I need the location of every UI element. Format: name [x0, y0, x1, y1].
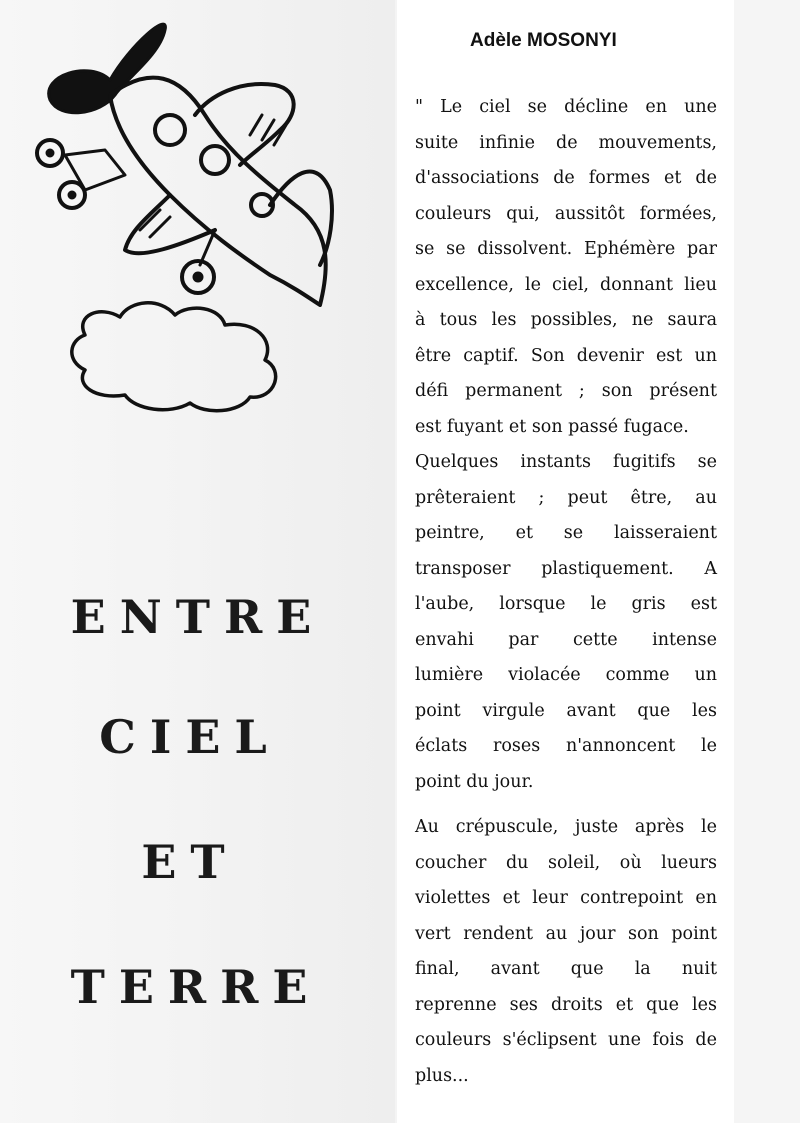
title-line-1: ENTRE [70, 590, 326, 644]
text-line: couleurs s'éclipsent une fois de [415, 1030, 717, 1050]
text-line: être captif. Son devenir est un [415, 345, 717, 366]
text-line: prêteraient ; peut être, au [415, 487, 717, 508]
text-line: point virgule avant que les [415, 700, 717, 721]
text-line: l'aube, lorsque le gris est [415, 594, 717, 614]
text-line: plus... [415, 1065, 469, 1086]
text-line: violettes et leur contrepoint en [415, 888, 717, 908]
text-line: point du jour. [415, 771, 534, 792]
text-line: peintre, et se laisseraient [415, 523, 717, 543]
text-line: se se dissolvent. Ephémère par [415, 239, 717, 259]
text-line: vert rendent au jour son point [415, 923, 717, 944]
text-line: Au crépuscule, juste après le [415, 817, 717, 837]
author-name: Adèle MOSONYI [470, 30, 617, 51]
text-line: reprenne ses droits et que les [415, 994, 717, 1015]
text-line: lumière violacée comme un [415, 665, 717, 685]
text-line: envahi par cette intense [415, 629, 717, 650]
airplane-and-cloud-drawing-icon [30, 5, 340, 425]
text-line: Quelques instants fugitifs se [415, 452, 717, 472]
paragraph-1 [415, 90, 717, 800]
text-line: est fuyant et son passé fugace. [415, 416, 689, 437]
text-line: éclats roses n'annoncent le [415, 736, 717, 756]
title-line-4: TERRE [70, 960, 322, 1014]
margin-strip [734, 0, 800, 1123]
paragraph-2 [415, 810, 717, 1094]
title-line-2: CIEL [99, 710, 281, 764]
text-line: excellence, le ciel, donnant lieu [415, 274, 717, 295]
text-line: final, avant que la nuit [415, 959, 717, 979]
text-line: à tous les possibles, ne saura [415, 310, 717, 330]
text-line: transposer plastiquement. A [415, 558, 717, 579]
text-line: " Le ciel se décline en une [415, 97, 717, 117]
text-line: coucher du soleil, où lueurs [415, 852, 717, 873]
title-line-3: ET [141, 835, 239, 889]
text-line: suite infinie de mouvements, [415, 132, 717, 153]
text-line: d'associations de formes et de [415, 168, 717, 188]
text-line: couleurs qui, aussitôt formées, [415, 203, 717, 224]
text-line: défi permanent ; son présent [415, 381, 717, 401]
